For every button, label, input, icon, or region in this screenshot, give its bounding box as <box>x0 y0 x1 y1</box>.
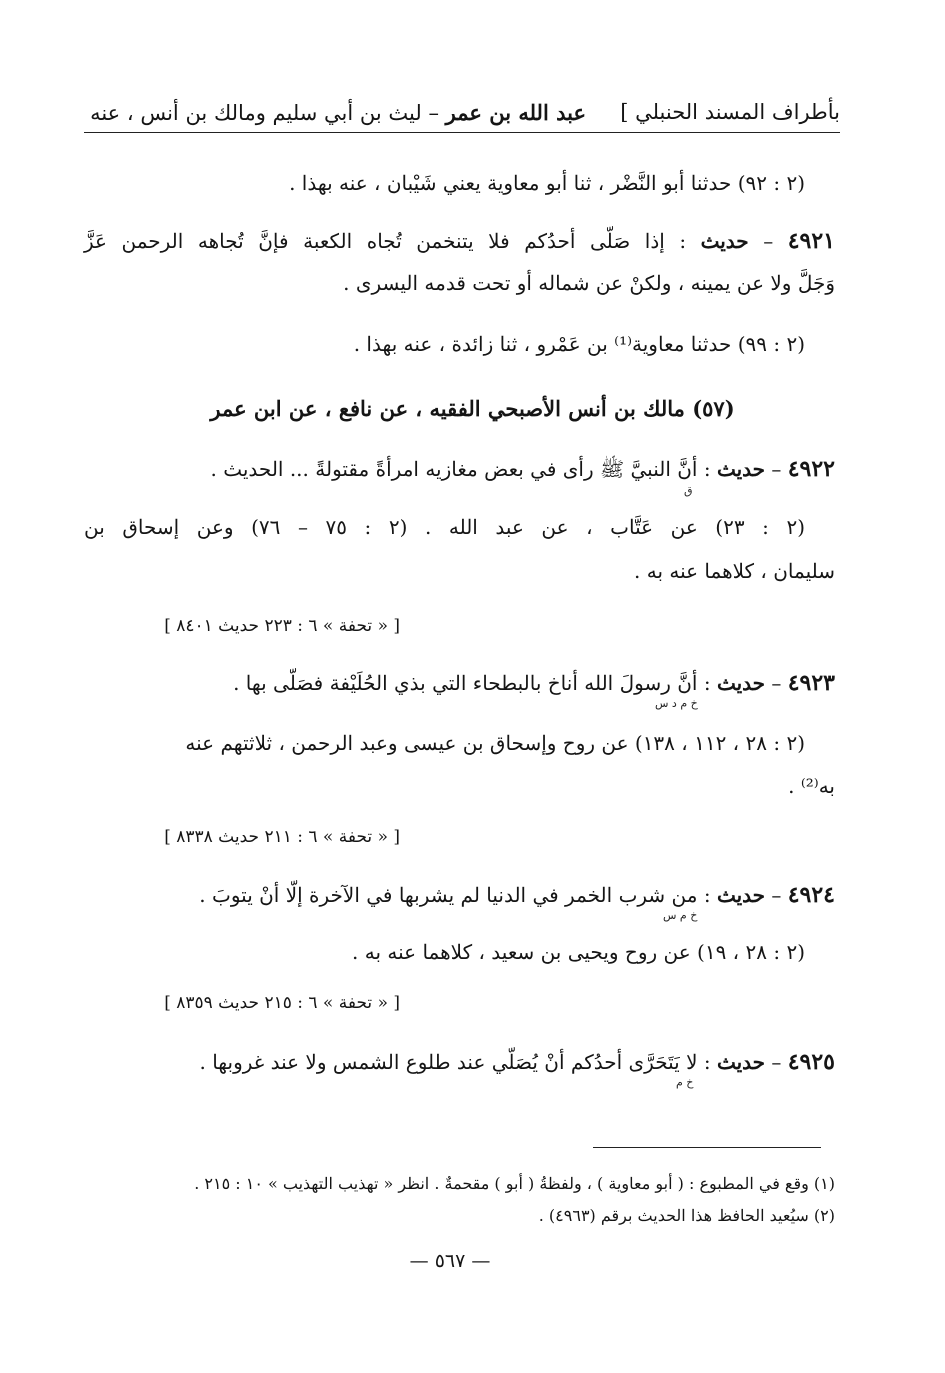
hadith-4924-line-1 <box>84 880 835 910</box>
hadith-4925-line-1 <box>84 1047 835 1077</box>
hadith-text: : أنَّ النبيَّ ﷺ رأى في بعض مغازيه امرأةً مقتولةً ... الحديث . <box>210 457 717 481</box>
footnote-1: (١) وقع في المطبوع : ( أبو معاوية ) ، ولفظةُ ( أبو ) مقحمةٌ . انظر « تهذيب التهذيب » ١٠ : ٢١٥ . <box>194 1174 835 1193</box>
hadith-4923-line-1 <box>84 668 835 698</box>
header-chapter-rest: – ليث بن أبي سليم ومالك بن أنس ، عنه <box>90 101 439 125</box>
hadith-4924-sigla: خ م س <box>663 909 698 922</box>
hadith-4921-line-2: وَجَلَّ ولا عن يمينه ، ولكنْ عن شماله أو تحت قدمه اليسرى . <box>343 271 835 295</box>
tuhfa-reference-2: [ « تحفة » ٦ : ٢١١ حديث ٨٣٣٨ ] <box>164 827 400 847</box>
hadith-keyword: حديث <box>716 671 766 695</box>
hadith-4922-line-3: سليمان ، كلاهما عنه به . <box>634 559 835 583</box>
hadith-4925-sigla: خ م <box>676 1076 694 1089</box>
running-header <box>84 98 840 133</box>
hadith-number: ٤٩٢٤ <box>787 882 835 908</box>
hadith-text: : أنَّ رسولَ الله أناخ بالبطحاء التي بذي الحُلَيْفة فصَلّى بها . <box>233 671 717 695</box>
hadith-keyword: حديث <box>716 1050 766 1074</box>
tuhfa-reference-3: [ « تحفة » ٦ : ٢١٥ حديث ٨٣٥٩ ] <box>164 993 400 1013</box>
header-chapter-bold: عبد الله بن عمر <box>445 100 586 125</box>
section-heading: (٥٧) مالك بن أنس الأصبحي الفقيه ، عن نافع ، عن ابن عمر <box>210 396 735 421</box>
hadith-text: : إذا صَلّى أحدُكم فلا يتنخمن تُجاه الكعبة فإنَّ تُجاهه الرحمن عَزَّ <box>84 229 701 253</box>
hadith-4922-line-2: (٢ : ٢٣) عن عَتَّاب ، عن عبد الله . (٢ : ٧٥ – ٧٦) وعن إسحاق بن <box>84 515 806 539</box>
hadith-4924-line-2: (٢ : ٢٨ ، ١٩) عن روح ويحيى بن سعيد ، كلاهما عنه به . <box>352 940 805 964</box>
chain-line-92: (٢ : ٩٢) حدثنا أبو النَّضْر ، ثنا أبو معاوية يعني شَيْبان ، عنه بهذا . <box>289 171 805 195</box>
hadith-text: : لا يَتَحَرَّى أحدُكم أنْ يُصَلّي عند طلوع الشمس ولا عند غروبها . <box>199 1050 717 1074</box>
hadith-4922-sigla: ق <box>684 484 693 497</box>
hadith-text: : من شرب الخمر في الدنيا لم يشربها في الآخرة إلّا أنْ يتوبَ . <box>199 883 717 907</box>
dash: – <box>765 1050 788 1074</box>
footnote-separator <box>593 1147 821 1148</box>
footnote-2: (٢) سيُعيد الحافظ هذا الحديث برقم (٤٩٦٣) . <box>538 1206 835 1225</box>
hadith-number: ٤٩٢٥ <box>787 1049 835 1075</box>
hadith-4923-sigla: خ م د س <box>655 697 698 710</box>
hadith-4923-line-3: به⁽²⁾ . <box>788 774 835 798</box>
hadith-4922-line-1 <box>84 454 835 484</box>
hadith-number: ٤٩٢٣ <box>787 670 835 696</box>
hadith-4921-line-1 <box>84 226 835 256</box>
hadith-number: ٤٩٢٢ <box>787 456 835 482</box>
hadith-4923-line-2: (٢ : ٢٨ ، ١١٢ ، ١٣٨) عن روح وإسحاق بن عيسى وعبد الرحمن ، ثلاثتهم عنه <box>185 731 805 755</box>
page-number: — ٥٦٧ — <box>409 1250 491 1272</box>
hadith-keyword: حديث <box>700 229 749 253</box>
tuhfa-reference-1: [ « تحفة » ٦ : ٢٢٣ حديث ٨٤٠١ ] <box>164 616 400 636</box>
header-chapter <box>90 100 586 125</box>
dash: – <box>748 229 788 253</box>
header-book-title: بأطراف المسند الحنبلي ] <box>620 100 840 124</box>
dash: – <box>765 883 788 907</box>
dash: – <box>765 671 788 695</box>
dash: – <box>765 457 788 481</box>
hadith-keyword: حديث <box>716 457 766 481</box>
hadith-number: ٤٩٢١ <box>787 228 835 254</box>
hadith-keyword: حديث <box>716 883 766 907</box>
chain-line-99: (٢ : ٩٩) حدثنا معاوية⁽¹⁾ بن عَمْرو ، ثنا زائدة ، عنه بهذا . <box>353 332 805 356</box>
